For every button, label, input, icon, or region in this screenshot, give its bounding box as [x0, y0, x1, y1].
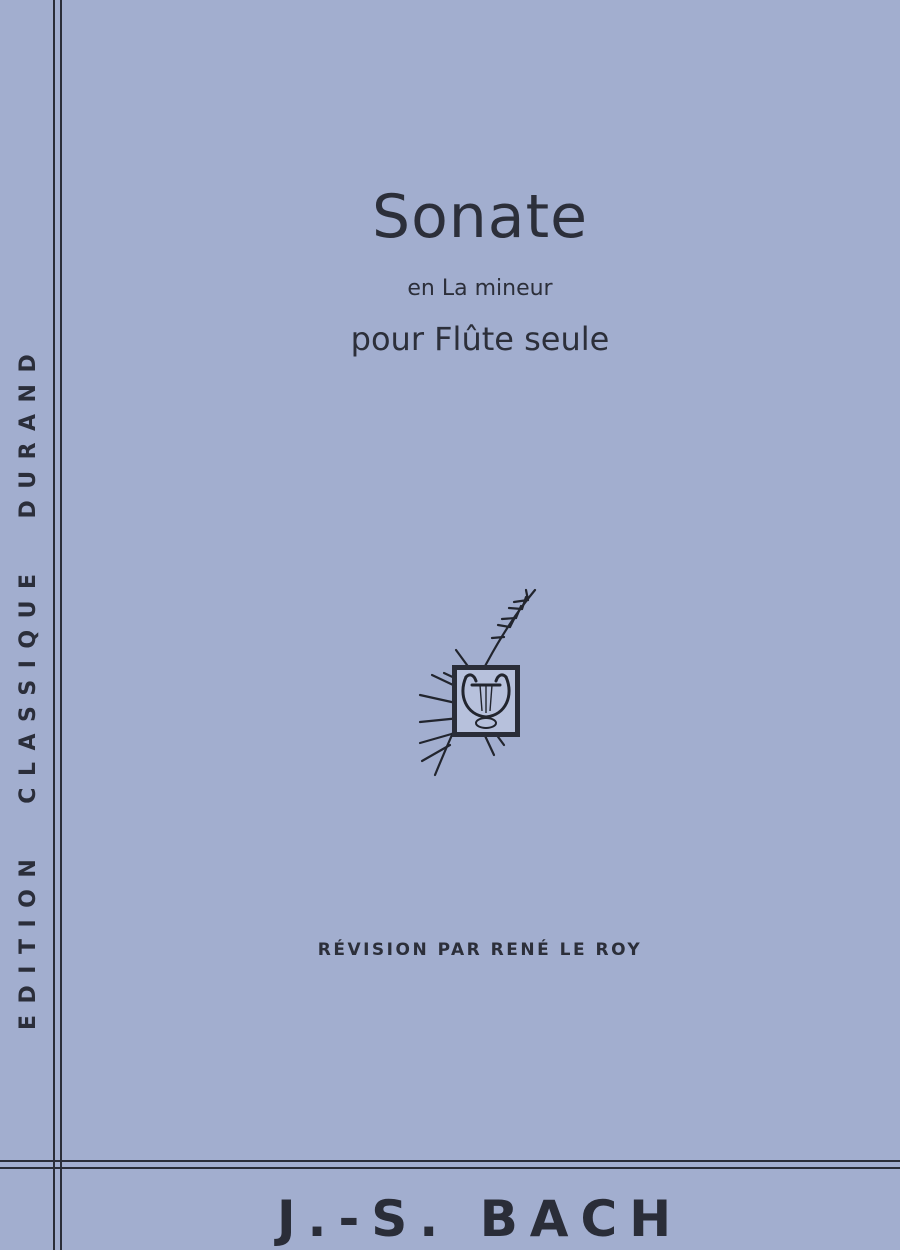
cover-instrumentation: pour Flûte seule [350, 320, 610, 358]
spine-word-classique: CLASSIQUE [16, 562, 41, 804]
lyre-with-palm-icon [410, 585, 540, 780]
composer-name: J.-S. BACH [276, 1190, 684, 1248]
revision-credit: RÉVISION PAR RENÉ LE ROY [317, 940, 643, 960]
footer-rule-bottom [0, 1167, 900, 1169]
footer-rule-top [0, 1160, 900, 1162]
cover-title: Sonate [371, 182, 589, 252]
spine-word-edition: EDITION [16, 847, 41, 1030]
spine-rule-left [53, 0, 55, 1250]
cover-key: en La mineur [407, 276, 553, 301]
spine-publisher-text [16, 110, 41, 1030]
spine-word-durand: DURAND [16, 342, 41, 519]
